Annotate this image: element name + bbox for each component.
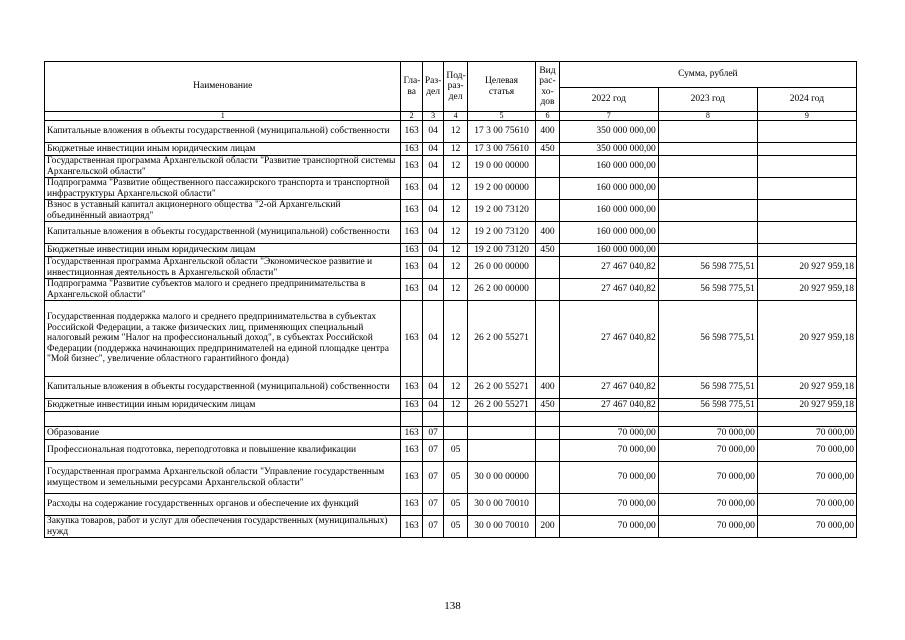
table-cell-vid <box>536 156 559 178</box>
table-cell-vid <box>536 257 559 279</box>
table-cell-target: 30 0 00 70010 <box>467 516 535 538</box>
table-cell-2023: 70 000,00 <box>658 516 757 538</box>
table-cell-2024 <box>757 222 856 244</box>
table-cell-vid <box>536 301 559 377</box>
table-row <box>45 301 857 377</box>
table-cell-podrazdel: 12 <box>444 377 467 399</box>
table-cell-2022: 27 467 040,82 <box>559 399 658 412</box>
header-target: Целевая статья <box>467 62 535 112</box>
table-cell-2022: 160 000 000,00 <box>559 200 658 222</box>
table-cell-glava: 163 <box>401 462 422 494</box>
table-row <box>45 462 857 494</box>
table-cell-target: 30 0 00 70010 <box>467 494 535 516</box>
table-cell-razdel: 04 <box>422 200 443 222</box>
table-cell-glava: 163 <box>401 440 422 462</box>
table-cell-2023: 70 000,00 <box>658 494 757 516</box>
table-cell-target: 26 0 00 00000 <box>467 257 535 279</box>
table-cell-name: Бюджетные инвестиции иным юридическим лицам <box>45 244 401 257</box>
table-row <box>45 440 857 462</box>
table-cell-razdel: 04 <box>422 143 443 156</box>
table-cell-2023: 56 598 775,51 <box>658 301 757 377</box>
table-cell-target <box>467 427 535 440</box>
table-cell-2023 <box>658 412 757 427</box>
table-cell-2023 <box>658 222 757 244</box>
table-cell-target: 26 2 00 55271 <box>467 377 535 399</box>
budget-table <box>44 61 857 538</box>
table-cell-target <box>467 412 535 427</box>
table-cell-glava: 163 <box>401 156 422 178</box>
table-cell-2024 <box>757 244 856 257</box>
table-row <box>45 427 857 440</box>
table-cell-razdel: 07 <box>422 516 443 538</box>
table-cell-razdel: 04 <box>422 257 443 279</box>
table-cell-2024: 20 927 959,18 <box>757 377 856 399</box>
table-cell-glava <box>401 412 422 427</box>
table-cell-glava: 163 <box>401 301 422 377</box>
table-cell-target: 17 3 00 75610 <box>467 121 535 143</box>
table-cell-podrazdel: 12 <box>444 121 467 143</box>
table-cell-vid <box>536 494 559 516</box>
table-cell-glava: 163 <box>401 427 422 440</box>
header-podrazdel: Под- раз- дел <box>444 62 467 112</box>
table-cell-2022: 160 000 000,00 <box>559 156 658 178</box>
table-cell-name <box>45 412 401 427</box>
col-number: 9 <box>757 112 856 121</box>
table-row <box>45 494 857 516</box>
table-cell-2022: 70 000,00 <box>559 427 658 440</box>
table-cell-vid <box>536 427 559 440</box>
header-2024: 2024 год <box>757 88 856 112</box>
table-cell-2024: 70 000,00 <box>757 494 856 516</box>
table-cell-2022: 70 000,00 <box>559 440 658 462</box>
table-cell-podrazdel: 12 <box>444 156 467 178</box>
table-cell-2023 <box>658 178 757 200</box>
header-name: Наименование <box>45 62 401 112</box>
table-cell-name: Бюджетные инвестиции иным юридическим лицам <box>45 399 401 412</box>
table-cell-vid <box>536 440 559 462</box>
table-cell-2024 <box>757 200 856 222</box>
table-cell-vid: 400 <box>536 222 559 244</box>
table-cell-razdel: 07 <box>422 427 443 440</box>
column-number-row <box>45 112 857 121</box>
table-cell-target <box>467 440 535 462</box>
table-cell-target: 19 2 00 73120 <box>467 222 535 244</box>
table-cell-2023: 70 000,00 <box>658 440 757 462</box>
table-cell-target: 26 2 00 55271 <box>467 399 535 412</box>
table-cell-2024 <box>757 121 856 143</box>
table-cell-razdel: 04 <box>422 399 443 412</box>
header-2023: 2023 год <box>658 88 757 112</box>
table-cell-glava: 163 <box>401 244 422 257</box>
table-cell-glava: 163 <box>401 222 422 244</box>
table-cell-target: 19 0 00 00000 <box>467 156 535 178</box>
table-cell-podrazdel: 12 <box>444 200 467 222</box>
table-cell-name: Капитальные вложения в объекты государственной (муниципальной) собственности <box>45 377 401 399</box>
col-number: 3 <box>422 112 443 121</box>
table-cell-name: Бюджетные инвестиции иным юридическим лицам <box>45 143 401 156</box>
table-cell-name: Государственная программа Архангельской области "Управление государственным имуществом и земельными ресурсами Архангельской области" <box>45 462 401 494</box>
table-cell-2023: 56 598 775,51 <box>658 399 757 412</box>
header-vid: Вид рас- хо- дов <box>536 62 559 112</box>
table-row <box>45 516 857 538</box>
header-razdel: Раз- дел <box>422 62 443 112</box>
table-cell-2023: 56 598 775,51 <box>658 279 757 301</box>
table-cell-2024: 20 927 959,18 <box>757 301 856 377</box>
table-cell-vid: 450 <box>536 244 559 257</box>
table-cell-target: 26 2 00 55271 <box>467 301 535 377</box>
table-cell-2024: 70 000,00 <box>757 427 856 440</box>
table-cell-podrazdel: 12 <box>444 178 467 200</box>
table-cell-razdel: 07 <box>422 494 443 516</box>
table-cell-vid <box>536 279 559 301</box>
table-row <box>45 257 857 279</box>
table-cell-podrazdel: 12 <box>444 301 467 377</box>
header-2022: 2022 год <box>559 88 658 112</box>
table-cell-podrazdel: 12 <box>444 279 467 301</box>
table-cell-glava: 163 <box>401 200 422 222</box>
table-cell-vid <box>536 412 559 427</box>
table-cell-2024: 70 000,00 <box>757 462 856 494</box>
table-cell-2024: 20 927 959,18 <box>757 257 856 279</box>
table-cell-podrazdel: 05 <box>444 516 467 538</box>
table-cell-podrazdel: 12 <box>444 222 467 244</box>
table-cell-2022: 70 000,00 <box>559 494 658 516</box>
page-number: 138 <box>444 600 461 612</box>
table-cell-vid <box>536 178 559 200</box>
table-cell-podrazdel: 12 <box>444 143 467 156</box>
col-number: 7 <box>559 112 658 121</box>
table-cell-2023 <box>658 244 757 257</box>
table-cell-2022: 350 000 000,00 <box>559 143 658 156</box>
table-cell-vid: 450 <box>536 143 559 156</box>
table-cell-vid: 450 <box>536 399 559 412</box>
table-cell-razdel: 04 <box>422 279 443 301</box>
table-cell-2022 <box>559 412 658 427</box>
table-cell-name: Подпрограмма "Развитие субъектов малого и среднего предпринимательства в Архангельской области" <box>45 279 401 301</box>
table-row <box>45 143 857 156</box>
table-cell-2022: 160 000 000,00 <box>559 222 658 244</box>
table-cell-2022: 350 000 000,00 <box>559 121 658 143</box>
table-cell-2022: 70 000,00 <box>559 462 658 494</box>
table-cell-2023 <box>658 121 757 143</box>
table-cell-glava: 163 <box>401 121 422 143</box>
table-cell-name: Государственная поддержка малого и среднего предпринимательства в субъектах Российской Федерации, а также физических лиц, применяющих специальный налоговый режим "Налог на профессиональный доход", в субъектах Российской Федерации (поддержка начинающих предпринимателей на единой площадке центра "Мой бизнес", увеличение областного гарантийного фонда) <box>45 301 401 377</box>
table-cell-2022: 27 467 040,82 <box>559 279 658 301</box>
table-row <box>45 200 857 222</box>
table-cell-razdel: 04 <box>422 178 443 200</box>
table-row <box>45 412 857 427</box>
table-cell-name: Капитальные вложения в объекты государственной (муниципальной) собственности <box>45 121 401 143</box>
table-cell-podrazdel: 12 <box>444 244 467 257</box>
table-cell-2022: 160 000 000,00 <box>559 178 658 200</box>
table-row <box>45 279 857 301</box>
table-cell-2023: 56 598 775,51 <box>658 377 757 399</box>
table-cell-name: Закупка товаров, работ и услуг для обеспечения государственных (муниципальных) нужд <box>45 516 401 538</box>
table-cell-glava: 163 <box>401 143 422 156</box>
table-cell-name: Расходы на содержание государственных органов и обеспечение их функций <box>45 494 401 516</box>
table-cell-name: Подпрограмма "Развитие общественного пассажирского транспорта и транспортной инфраструктуры Архангельской области" <box>45 178 401 200</box>
table-cell-2023: 56 598 775,51 <box>658 257 757 279</box>
table-cell-razdel: 04 <box>422 222 443 244</box>
table-cell-razdel: 04 <box>422 377 443 399</box>
table-cell-target: 19 2 00 00000 <box>467 178 535 200</box>
table-cell-2023 <box>658 156 757 178</box>
table-cell-glava: 163 <box>401 257 422 279</box>
table-cell-target: 19 2 00 73120 <box>467 244 535 257</box>
table-cell-vid <box>536 200 559 222</box>
col-number: 4 <box>444 112 467 121</box>
table-cell-razdel: 04 <box>422 301 443 377</box>
table-cell-2024: 70 000,00 <box>757 440 856 462</box>
table-cell-2024: 20 927 959,18 <box>757 279 856 301</box>
table-cell-glava: 163 <box>401 377 422 399</box>
table-cell-target: 19 2 00 73120 <box>467 200 535 222</box>
table-row <box>45 222 857 244</box>
table-cell-2022: 27 467 040,82 <box>559 257 658 279</box>
table-cell-name: Государственная программа Архангельской области "Развитие транспортной системы Архангельской области" <box>45 156 401 178</box>
col-number: 1 <box>45 112 401 121</box>
header-glava: Гла- ва <box>401 62 422 112</box>
table-cell-2023 <box>658 143 757 156</box>
table-cell-2023 <box>658 200 757 222</box>
table-row <box>45 377 857 399</box>
table-cell-2023: 70 000,00 <box>658 427 757 440</box>
col-number: 8 <box>658 112 757 121</box>
header-sum: Сумма, рублей <box>559 62 856 88</box>
table-cell-vid: 400 <box>536 121 559 143</box>
table-cell-2022: 70 000,00 <box>559 516 658 538</box>
table-cell-podrazdel: 12 <box>444 257 467 279</box>
col-number: 2 <box>401 112 422 121</box>
table-cell-glava: 163 <box>401 178 422 200</box>
table-cell-podrazdel <box>444 412 467 427</box>
table-cell-razdel: 07 <box>422 462 443 494</box>
table-row <box>45 399 857 412</box>
table-cell-glava: 163 <box>401 399 422 412</box>
table-cell-name: Образование <box>45 427 401 440</box>
table-cell-2024: 20 927 959,18 <box>757 399 856 412</box>
table-cell-vid <box>536 462 559 494</box>
table-cell-razdel: 07 <box>422 440 443 462</box>
table-cell-2022: 160 000 000,00 <box>559 244 658 257</box>
table-cell-2022: 27 467 040,82 <box>559 301 658 377</box>
table-cell-podrazdel: 12 <box>444 399 467 412</box>
table-cell-podrazdel: 05 <box>444 494 467 516</box>
table-cell-glava: 163 <box>401 516 422 538</box>
table-cell-2024 <box>757 178 856 200</box>
table-cell-glava: 163 <box>401 494 422 516</box>
table-cell-vid: 400 <box>536 377 559 399</box>
table-cell-razdel: 04 <box>422 156 443 178</box>
table-cell-razdel: 04 <box>422 121 443 143</box>
table-cell-name: Государственная программа Архангельской области "Экономическое развитие и инвестиционная деятельность в Архангельской области" <box>45 257 401 279</box>
table-cell-podrazdel <box>444 427 467 440</box>
table-cell-2024 <box>757 412 856 427</box>
table-cell-vid: 200 <box>536 516 559 538</box>
table-cell-name: Профессиональная подготовка, переподготовка и повышение квалификации <box>45 440 401 462</box>
table-row <box>45 156 857 178</box>
table-cell-podrazdel: 05 <box>444 462 467 494</box>
table-cell-target: 17 3 00 75610 <box>467 143 535 156</box>
table-cell-podrazdel: 05 <box>444 440 467 462</box>
table-cell-2022: 27 467 040,82 <box>559 377 658 399</box>
table-cell-name: Взнос в уставный капитал акционерного общества "2-ой Архангельский объединённый авиаотряд" <box>45 200 401 222</box>
table-row <box>45 121 857 143</box>
table-cell-razdel <box>422 412 443 427</box>
table-cell-2024 <box>757 143 856 156</box>
table-cell-2024: 70 000,00 <box>757 516 856 538</box>
table-cell-target: 26 2 00 00000 <box>467 279 535 301</box>
table-cell-name: Капитальные вложения в объекты государственной (муниципальной) собственности <box>45 222 401 244</box>
col-number: 5 <box>467 112 535 121</box>
table-cell-2023: 70 000,00 <box>658 462 757 494</box>
table-row <box>45 244 857 257</box>
table-cell-glava: 163 <box>401 279 422 301</box>
table-row <box>45 178 857 200</box>
table-cell-razdel: 04 <box>422 244 443 257</box>
table-cell-2024 <box>757 156 856 178</box>
col-number: 6 <box>536 112 559 121</box>
table-cell-target: 30 0 00 00000 <box>467 462 535 494</box>
